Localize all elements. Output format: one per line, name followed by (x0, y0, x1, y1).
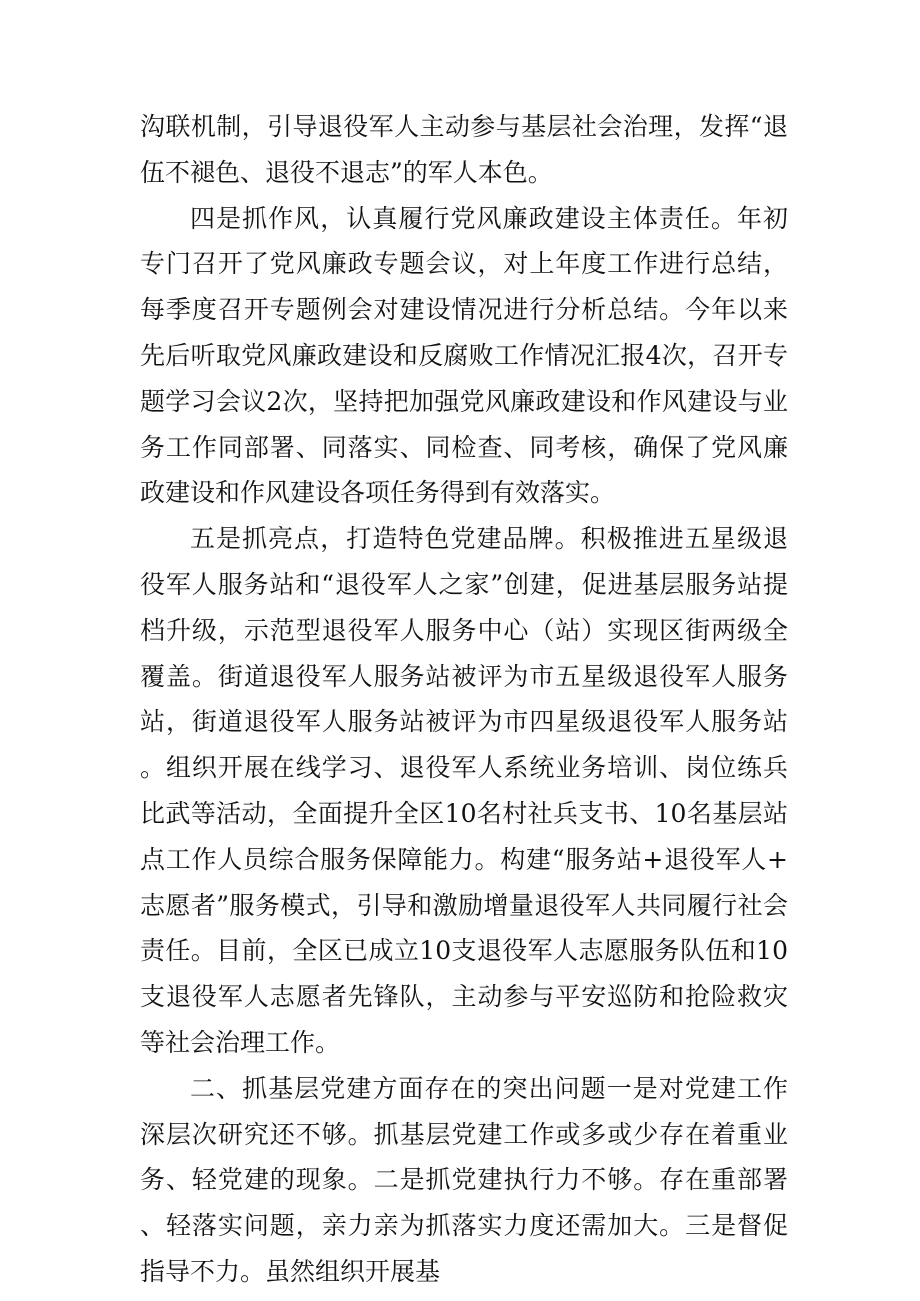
paragraph-conduct: 四是抓作风，认真履行党风廉政建设主体责任。年初专门召开了党风廉政专题会议，对上年度工作进行总结，每季度召开专题例会对建设情况进行分析总结。今年以来先后听取党风廉政建设和反腐败工作情况汇报4次，召开专题学习会议2次，坚持把加强党风廉政建设和作风建设与业务工作同部署、同落实、同检查、同考核，确保了党风廉政建设和作风建设各项任务得到有效落实。 (140, 203, 788, 508)
paragraph-continuation: 沟联机制，引导退役军人主动参与基层社会治理，发挥“退伍不褪色、退役不退志”的军人本色。 (140, 112, 788, 187)
paragraph-problems: 二、抓基层党建方面存在的突出问题一是对党建工作深层次研究还不够。抓基层党建工作或多或少存在着重业务、轻党建的现象。二是抓党建执行力不够。存在重部署、轻落实问题，亲力亲为抓落实力度还需加大。三是督促指导不力。虽然组织开展基 (140, 1073, 788, 1286)
document-body (140, 104, 788, 1295)
paragraph-highlights: 五是抓亮点，打造特色党建品牌。积极推进五星级退役军人服务站和“退役军人之家”创建，促进基层服务站提档升级，示范型退役军人服务中心（站）实现区街两级全覆盖。街道退役军人服务站被评为市五星级退役军人服务站，街道退役军人服务站被评为市四星级退役军人服务站。组织开展在线学习、退役军人系统业务培训、岗位练兵比武等活动，全面提升全区10名村社兵支书、10名基层站点工作人员综合服务保障能力。构建“服务站+退役军人+志愿者”服务模式，引导和激励增量退役军人共同履行社会责任。目前，全区已成立10支退役军人志愿服务队伍和10支退役军人志愿者先锋队，主动参与平安巡防和抢险救灾等社会治理工作。 (140, 524, 788, 1057)
